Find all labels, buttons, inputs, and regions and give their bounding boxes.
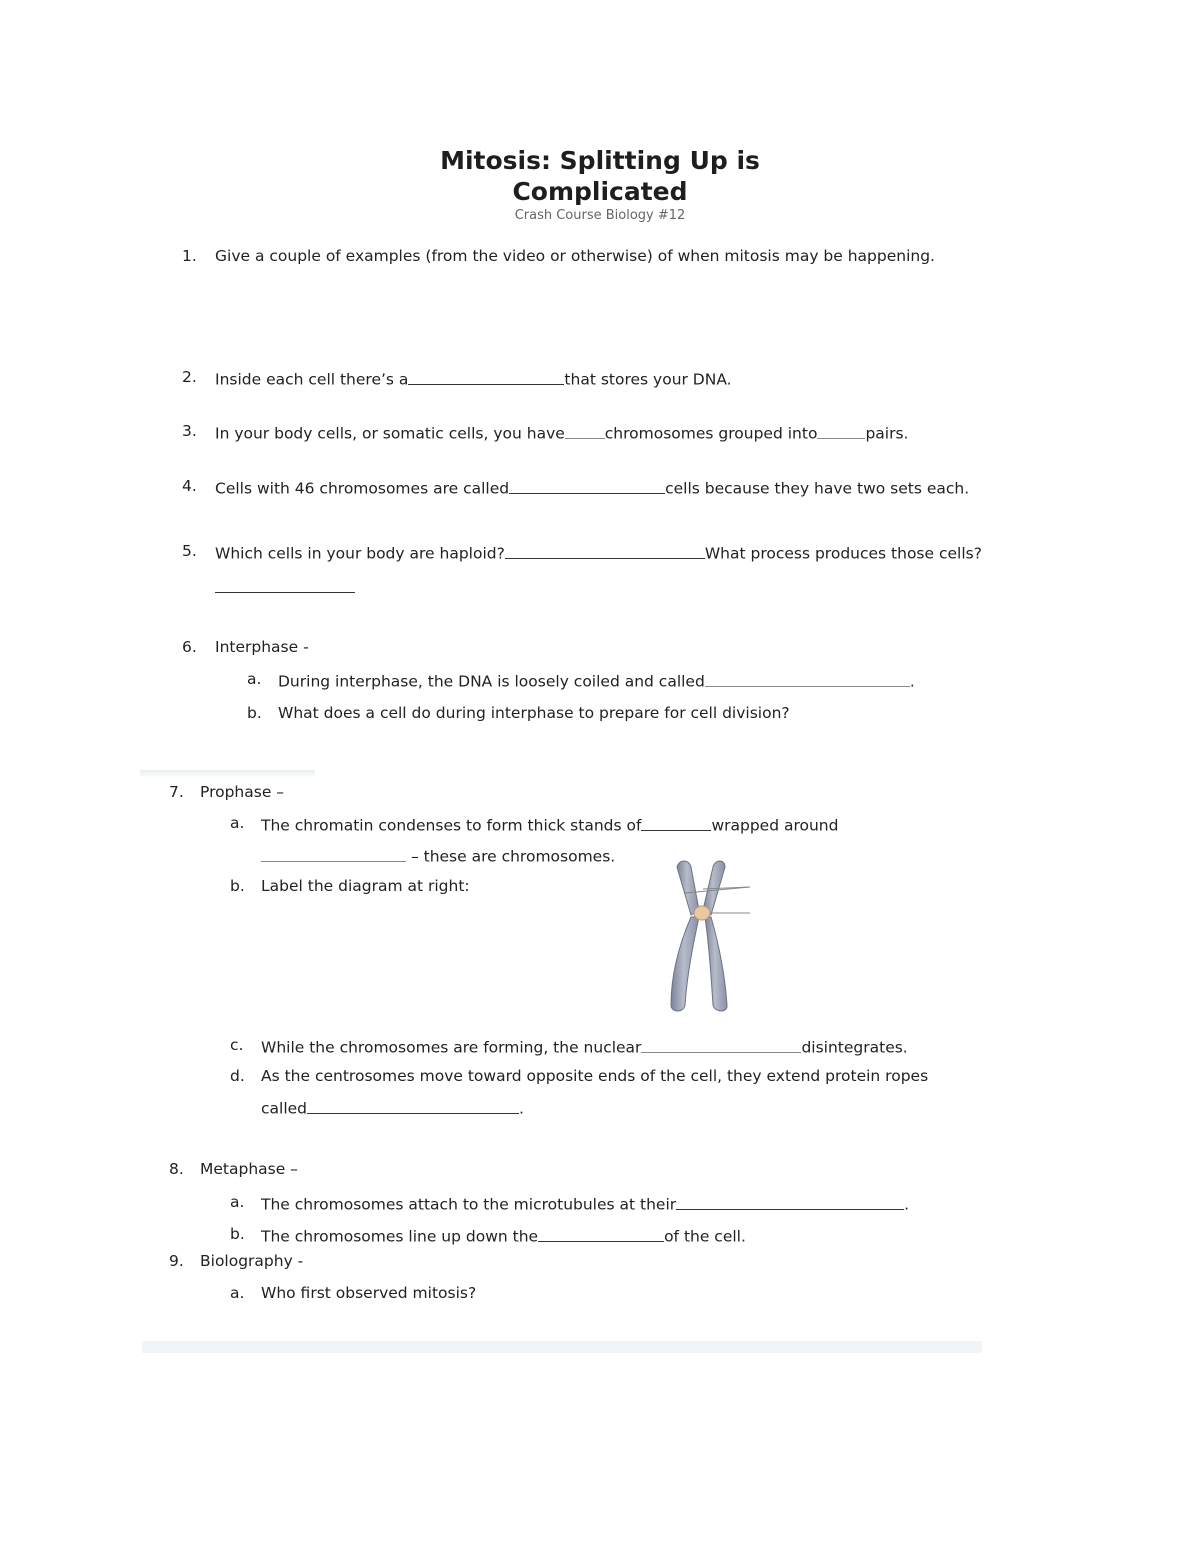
divider-shadow [140,770,315,778]
question-text: chromosomes grouped into [604,424,818,443]
page-subtitle: Crash Course Biology #12 [514,208,686,223]
question-letter: b. [230,877,245,895]
question-number: 1. [182,247,197,265]
question-5 [182,542,982,563]
answer-blank[interactable] [408,368,564,385]
question-letter: c. [230,1036,244,1054]
question-letter: a. [230,1284,245,1302]
question-number: 8. [169,1160,184,1178]
question-6a [247,670,915,691]
answer-blank[interactable] [817,422,865,439]
question-text: wrapped around [711,816,839,835]
question-text: As the centrosomes move toward opposite ends of the cell, they extend protein ropes [261,1067,929,1085]
question-text: that stores your DNA. [564,370,732,389]
question-8b [230,1225,746,1246]
question-letter: a. [230,814,245,832]
question-text: . [904,1195,910,1214]
question-letter: b. [230,1225,245,1243]
answer-blank[interactable] [261,845,406,862]
question-7a [230,814,839,835]
question-text: of the cell. [664,1227,746,1246]
question-text: . [909,672,915,691]
question-text: The chromosomes line up down the [261,1227,539,1246]
question-8a [230,1193,910,1214]
section-heading: Metaphase – [200,1160,298,1178]
question-text: The chromosomes attach to the microtubules at their [261,1195,677,1214]
question-text: What process produces those cells? [704,544,982,563]
section-heading: Biolography - [200,1252,304,1270]
question-text: Label the diagram at right: [261,877,470,895]
question-4 [182,477,970,498]
question-text: disintegrates. [801,1038,908,1057]
question-text: – these are chromosomes. [410,847,616,866]
question-text: The chromatin condenses to form thick stands of [261,816,642,835]
question-number: 9. [169,1252,184,1270]
question-number: 2. [182,368,197,386]
answer-blank[interactable] [215,592,355,593]
centromere [694,906,710,920]
section-heading: Interphase - [215,638,309,656]
question-text: During interphase, the DNA is loosely coiled and called [278,672,705,691]
page-title-line1: Mitosis: Splitting Up is [440,146,760,175]
question-number: 6. [182,638,197,656]
question-number: 3. [182,422,197,440]
question-text: Who first observed mitosis? [261,1284,477,1302]
answer-blank[interactable] [641,814,711,831]
answer-blank[interactable] [705,670,910,687]
answer-blank[interactable] [641,1036,801,1053]
question-text: cells because they have two sets each. [665,479,970,498]
question-text: What does a cell do during interphase to prepare for cell division? [278,704,790,722]
question-text: . [519,1099,524,1118]
chromatid-right [703,861,727,1011]
question-7d [230,1067,929,1085]
question-letter: a. [247,670,262,688]
question-text: called [261,1099,308,1118]
question-7c [230,1036,908,1057]
question-text: Which cells in your body are haploid? [215,544,505,563]
answer-blank[interactable] [505,542,705,559]
chromosome-diagram [655,855,765,1020]
question-3 [182,422,909,443]
page-footer-bar [142,1341,982,1353]
question-text: Give a couple of examples (from the video or otherwise) of when mitosis may be happening. [215,247,935,265]
page-title-line2: Complicated [512,177,688,206]
question-letter: b. [247,704,262,722]
question-7d-line2 [261,1097,524,1118]
question-9 [169,1252,304,1270]
section-heading: Prophase – [200,783,285,801]
question-9a [230,1284,477,1302]
answer-blank[interactable] [676,1193,904,1210]
question-6 [182,638,309,656]
question-text: While the chromosomes are forming, the nuclear [261,1038,642,1057]
question-number: 7. [169,783,184,801]
question-7a-line2 [261,845,615,866]
answer-blank[interactable] [509,477,665,494]
question-2 [182,368,732,389]
question-7b [230,877,470,895]
answer-blank[interactable] [538,1225,664,1242]
question-text: Cells with 46 chromosomes are called [215,479,510,498]
chromatid-left [671,861,699,1011]
question-letter: a. [230,1193,245,1211]
question-letter: d. [230,1067,245,1085]
question-8 [169,1160,298,1178]
answer-blank[interactable] [307,1097,519,1114]
question-text: In your body cells, or somatic cells, you have [215,424,565,443]
question-6b [247,704,790,722]
answer-blank[interactable] [565,422,605,439]
question-number: 4. [182,477,197,495]
question-number: 5. [182,542,197,560]
question-text: pairs. [865,424,909,443]
question-text: Inside each cell there’s a [215,370,409,389]
question-1 [182,247,935,265]
question-7 [169,783,285,801]
